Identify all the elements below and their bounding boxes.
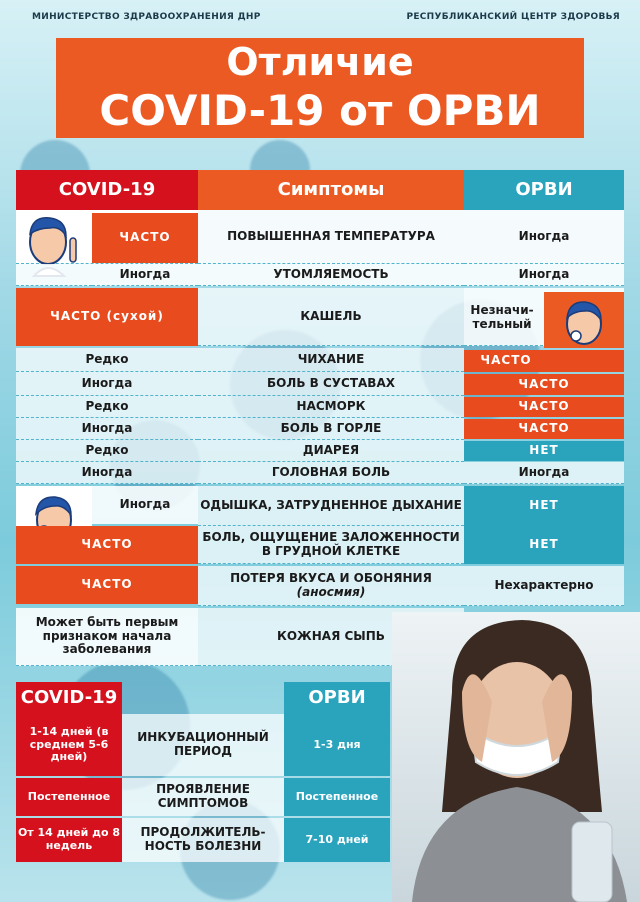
table2-row-label: ИНКУБАЦИОННЫЙ ПЕРИОД — [122, 714, 284, 776]
table2-row-orvi: Постепенное — [284, 778, 390, 816]
table-row-symptom: БОЛЬ В СУСТАВАХ — [198, 372, 464, 396]
table-row-symptom: ПОТЕРЯ ВКУСА И ОБОНЯНИЯ — [230, 570, 432, 585]
table2-row-covid: Постепенное — [16, 778, 122, 816]
table-row-symptom: КОЖНАЯ СЫПЬ — [198, 608, 464, 666]
table-row-covid: Редко — [16, 440, 198, 462]
table-row-orvi: Незначи-тельный — [470, 303, 534, 331]
table-row-covid: ЧАСТО — [16, 566, 198, 604]
table-row-symptom: ГОЛОВНАЯ БОЛЬ — [198, 462, 464, 484]
table2-row-covid: 1-14 дней (в среднем 5-6 дней) — [16, 714, 122, 776]
table2-row-label: ПРОЯВЛЕНИЕ СИМПТОМОВ — [122, 778, 284, 816]
table-row-orvi: ЧАСТО — [464, 350, 548, 372]
ministry-label: МИНИСТЕРСТВО ЗДРАВООХРАНЕНИЯ ДНР — [32, 12, 261, 22]
table-row-covid: Может быть первым признаком начала заболевания — [16, 608, 198, 666]
table-row-orvi: ЧАСТО — [464, 374, 624, 395]
woman-with-mask-photo — [392, 612, 640, 902]
table-row-covid: Иногда — [16, 418, 198, 440]
table-row-symptom: КАШЕЛЬ — [198, 288, 464, 346]
title-banner — [56, 38, 584, 138]
table-row-orvi: НЕТ — [464, 441, 624, 461]
table-row-symptom: ЧИХАНИЕ — [198, 348, 464, 372]
table-row-covid: Редко — [16, 396, 198, 418]
title-line1: Отличие — [226, 40, 414, 84]
center-label: РЕСПУБЛИКАНСКИЙ ЦЕНТР ЗДОРОВЬЯ — [406, 12, 620, 22]
table-row-symptom: БОЛЬ, ОЩУЩЕНИЕ ЗАЛОЖЕННОСТИ В ГРУДНОЙ КЛЕТКЕ — [198, 526, 464, 564]
table-row-orvi: НЕТ — [464, 486, 624, 526]
title-line2: COVID-19 от ОРВИ — [99, 86, 541, 135]
col-orvi-header: ОРВИ — [464, 170, 624, 210]
table2-col-orvi: ОРВИ — [284, 682, 390, 714]
table-row-covid: Редко — [16, 348, 198, 372]
table-row-orvi: ЧАСТО — [464, 419, 624, 439]
table-row-symptom: ПОВЫШЕННАЯ ТЕМПЕРАТУРА — [198, 210, 464, 264]
table-row-symptom-note: (аносмия) — [296, 584, 366, 599]
table-row-covid: Иногда — [16, 372, 198, 396]
table-row-symptom: НАСМОРК — [198, 396, 464, 418]
table-row-orvi: НЕТ — [464, 526, 624, 564]
table-row-symptom: УТОМЛЯЕМОСТЬ — [198, 264, 464, 286]
table2-col-covid: COVID-19 — [16, 682, 122, 714]
table-row-covid: Иногда — [92, 264, 198, 286]
table-row-covid: Иногда — [16, 462, 198, 484]
table2-row-orvi: 1-3 дня — [284, 714, 390, 776]
table2-row-label: ПРОДОЛЖИТЕЛЬ-НОСТЬ БОЛЕЗНИ — [122, 818, 284, 862]
table-row-symptom: ДИАРЕЯ — [198, 440, 464, 462]
table-row-symptom: ОДЫШКА, ЗАТРУДНЕННОЕ ДЫХАНИЕ — [198, 486, 464, 526]
table-row-orvi: ЧАСТО — [464, 397, 624, 417]
table2-row-orvi: 7-10 дней — [284, 818, 390, 862]
table2-row-covid: От 14 дней до 8 недель — [16, 818, 122, 862]
table-row-orvi: Нехарактерно — [464, 566, 624, 606]
table-row-covid: Иногда — [92, 486, 198, 524]
col-covid-header: COVID-19 — [16, 170, 198, 210]
table-row-orvi: Иногда — [464, 210, 624, 264]
col-symptoms-header: Симптомы — [198, 170, 464, 210]
table-row-orvi: Иногда — [464, 462, 624, 484]
table-row-symptom: БОЛЬ В ГОРЛЕ — [198, 418, 464, 440]
table-row-orvi: Иногда — [464, 264, 624, 286]
table-row-covid: ЧАСТО — [16, 526, 198, 564]
table-row-covid: ЧАСТО (сухой) — [16, 288, 198, 346]
table-row-covid: ЧАСТО — [92, 213, 198, 263]
